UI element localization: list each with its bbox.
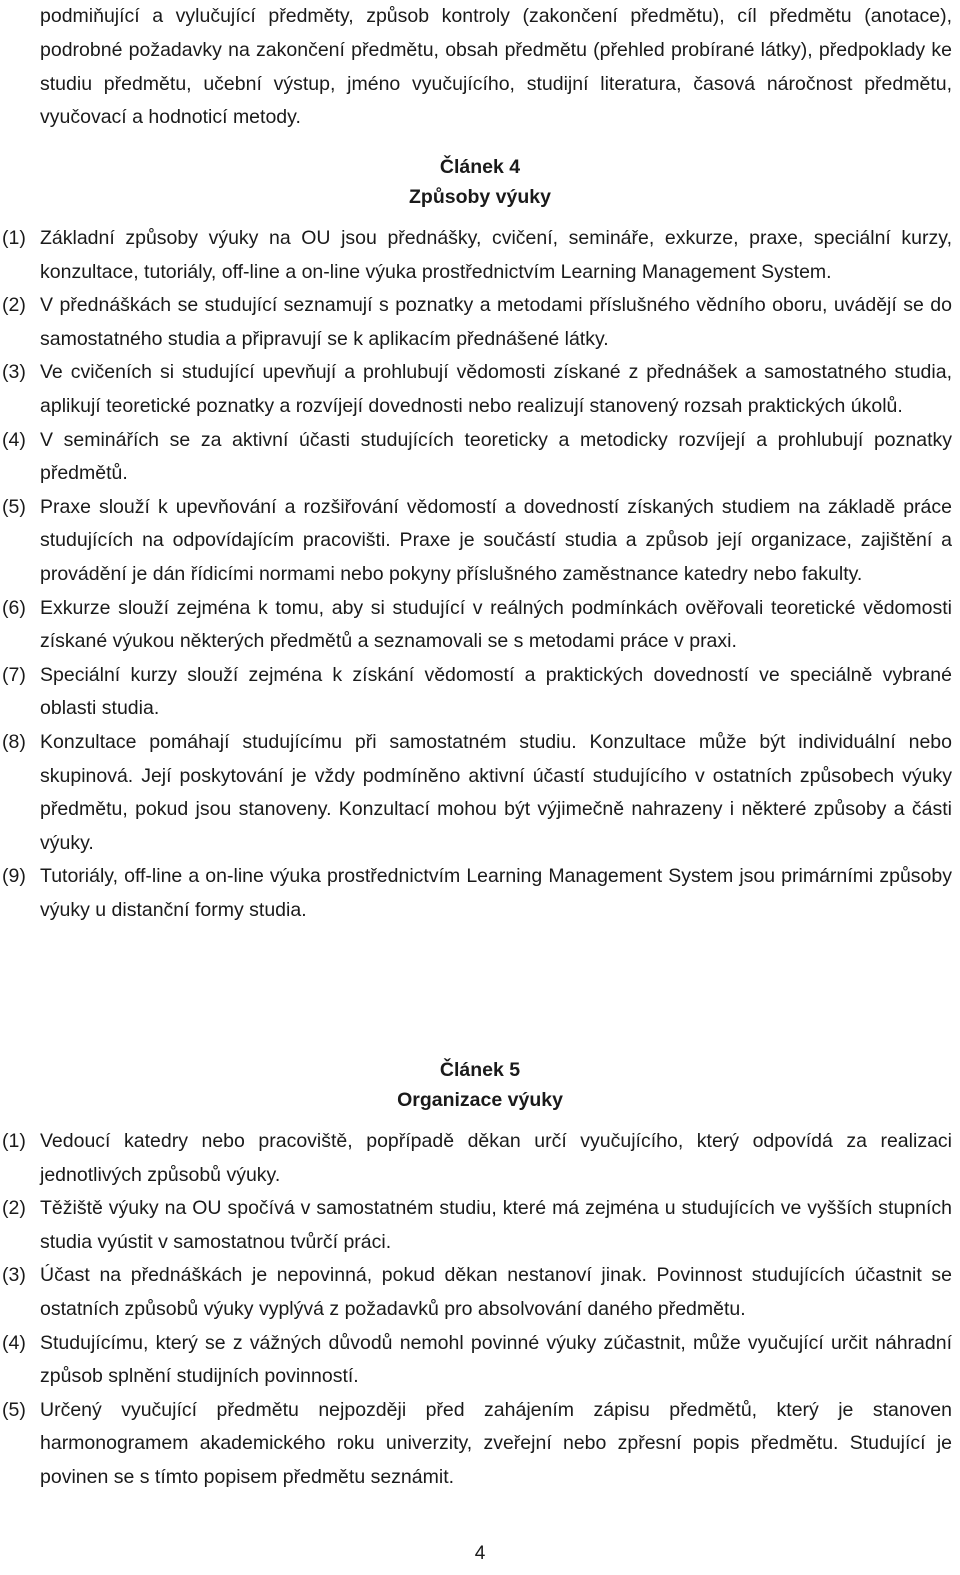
item-text: Těžiště výuky na OU spočívá v samostatném studiu, které má zejména u studujících ve vyšších stupních studia vyústit v samostatnou tvůrčí práci. xyxy=(40,1197,952,1253)
item-text: Vedoucí katedry nebo pracoviště, popřípadě děkan určí vyučujícího, který odpovídá za realizaci jednotlivých způsobů výuky. xyxy=(40,1130,952,1186)
article-4-item-1 xyxy=(0,222,952,289)
article-4-title: Způsoby výuky xyxy=(409,186,551,208)
item-number: (2) xyxy=(2,294,26,317)
item-text: Ve cvičeních si studující upevňují a prohlubují vědomosti získané z přednášek a samostatného studia, aplikují teoretické poznatky a rozvíjejí dovednosti nebo realizují stanovený rozsah praktických úkolů. xyxy=(40,361,952,417)
item-text: Určený vyučující předmětu nejpozději před zahájením zápisu předmětů, který je stanoven harmonogramem akademického roku univerzity, zveřejní nebo zpřesní popis předmětu. Studující je povinen se s tímto popisem předmětu seznámit. xyxy=(40,1398,952,1488)
article-5-paragraphs xyxy=(0,1125,960,1495)
article-4-item-7 xyxy=(0,659,952,726)
article-4-item-2 xyxy=(0,289,952,356)
item-number: (2) xyxy=(2,1197,26,1220)
article-4-item-3 xyxy=(0,356,952,423)
item-text: V přednáškách se studující seznamují s poznatky a metodami příslušného vědního oboru, uvádějí se do samostatného studia a připravují se k aplikacím přednášené látky. xyxy=(40,294,952,350)
item-text: Tutoriály, off-line a on-line výuka prostřednictvím Learning Management System jsou primárními způsoby výuky u distanční formy studia. xyxy=(40,865,952,921)
item-number: (3) xyxy=(2,1264,26,1287)
article-4-item-9 xyxy=(0,860,952,927)
item-number: (9) xyxy=(2,865,26,888)
article-5-item-5 xyxy=(0,1394,952,1495)
item-text: V seminářích se za aktivní účasti studujících teoreticky a metodicky rozvíjejí a prohlubují poznatky předmětů. xyxy=(40,428,952,485)
item-text: Účast na přednáškách je nepovinná, pokud děkan nestanoví jinak. Povinnost studujících účastnit se ostatních způsobů výuky vyplývá z požadavků pro absolvování daného předmětu. xyxy=(40,1264,952,1320)
item-number: (4) xyxy=(2,428,26,451)
article-4-heading xyxy=(0,152,960,212)
item-text: Konzultace pomáhají studujícímu při samostatném studiu. Konzultace může být individuální nebo skupinová. Její poskytování je vždy podmíněno aktivní účastí studujícího v ostatních způsobech výuky předmětu, pokud jsou stanoveny. Konzultací mohou být výjimečně nahrazeny i některé způsoby a části výuky. xyxy=(40,730,952,854)
article-4-item-4 xyxy=(0,424,952,491)
article-4-item-5 xyxy=(0,491,952,592)
article-4-number: Článek 4 xyxy=(439,156,521,178)
article-5-item-2 xyxy=(0,1192,952,1259)
item-number: (4) xyxy=(2,1331,26,1354)
item-text: Speciální kurzy slouží zejména k získání vědomostí a praktických dovedností ve speciálně vybrané oblasti studia. xyxy=(40,663,952,720)
item-number: (7) xyxy=(2,663,26,686)
article-5-heading xyxy=(0,1055,960,1115)
item-number: (5) xyxy=(2,495,26,518)
article-5-item-4 xyxy=(0,1327,952,1394)
item-text: Základní způsoby výuky na OU jsou přednášky, cvičení, semináře, exkurze, praxe, speciální kurzy, konzultace, tutoriály, off-line a on-line výuka prostřednictvím Learning Management System. xyxy=(40,227,952,283)
article-4-item-6 xyxy=(0,592,952,659)
item-number: (1) xyxy=(2,1130,26,1152)
item-number: (1) xyxy=(2,227,26,249)
item-number: (8) xyxy=(2,730,26,753)
article-5-number: Článek 5 xyxy=(439,1059,521,1081)
intro-paragraph: podmiňující a vylučující předměty, způsob kontroly (zakončení předmětu), cíl předmětu (anotace), podrobné požadavky na zakončení předmětu, obsah předmětu (přehled probírané látky), předpoklady ke studiu předmětu, učební výstup, jméno vyučujícího, studijní literatura, časová náročnost předmětu, vyučovací a hodnoticí metody. xyxy=(40,5,952,129)
item-number: (6) xyxy=(2,596,26,619)
item-number: (5) xyxy=(2,1398,26,1421)
item-number: (3) xyxy=(2,361,26,384)
item-text: Exkurze slouží zejména k tomu, aby si studující v reálných podmínkách ověřovali teoretické vědomosti získané výukou některých předmětů a seznamovali se s metodami práce v praxi. xyxy=(40,596,952,653)
item-text: Praxe slouží k upevňování a rozšiřování vědomostí a dovedností získaných studiem na základě práce studujících na odpovídajícím pracovišti. Praxe je součástí studia a způsob její organizace, zajištění a provádění je dán řídicími normami nebo pokyny příslušného zaměstnance katedry nebo fakulty. xyxy=(40,495,952,585)
article-4-paragraphs xyxy=(0,222,960,927)
item-text: Studujícímu, který se z vážných důvodů nemohl povinné výuky zúčastnit, může vyučující určit náhradní způsob splnění studijních povinností. xyxy=(40,1331,952,1388)
article-5-item-3 xyxy=(0,1259,952,1326)
article-5-title: Organizace výuky xyxy=(397,1089,563,1111)
article-4-item-8 xyxy=(0,726,952,860)
page-number: 4 xyxy=(474,1543,486,1564)
article-5-item-1 xyxy=(0,1125,952,1192)
